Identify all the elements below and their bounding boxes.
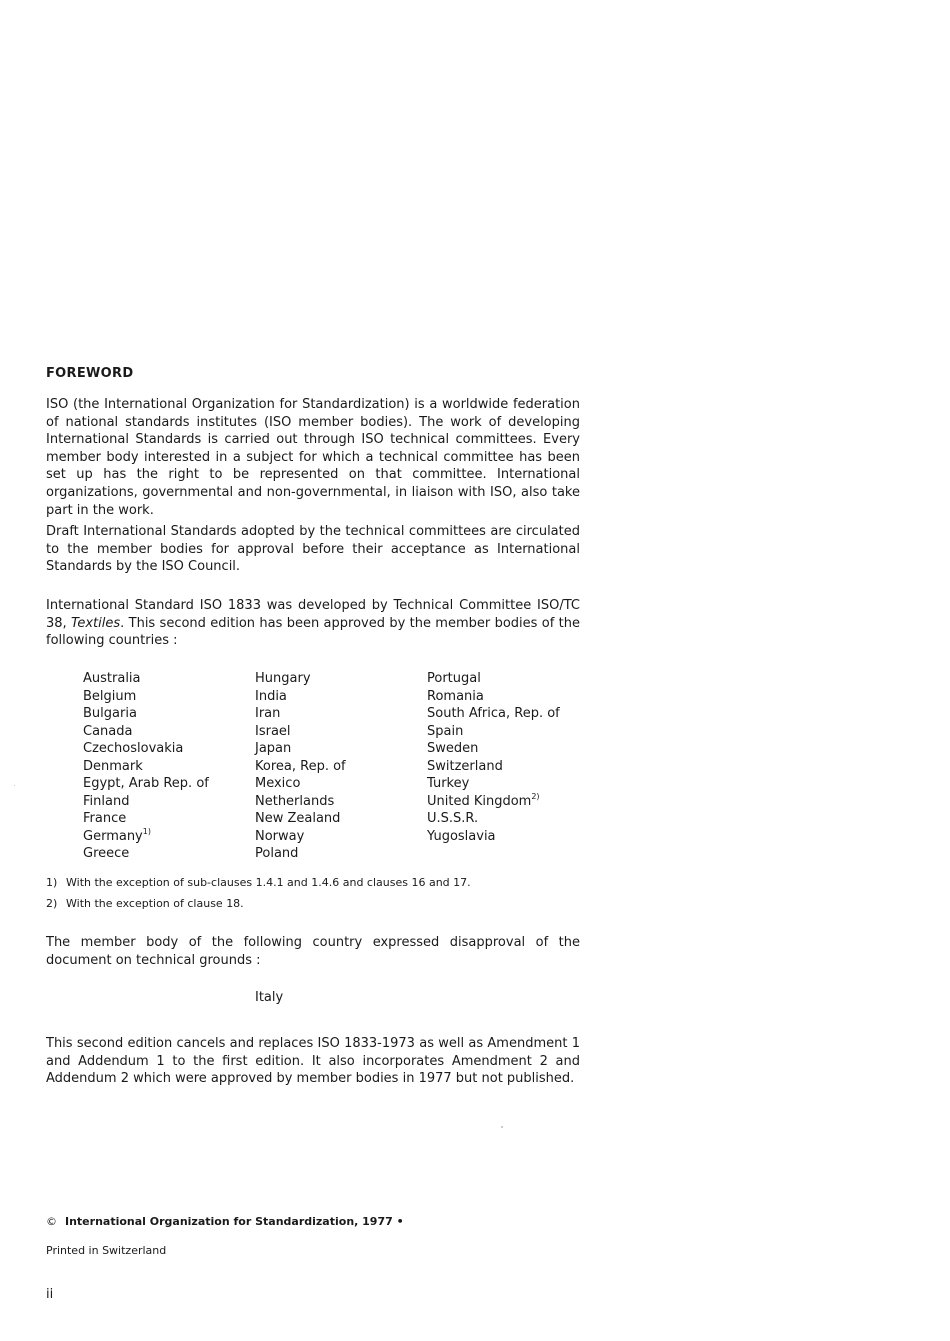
country-item: Poland <box>255 846 299 861</box>
page-number: ii <box>46 1287 54 1302</box>
country-item: South Africa, Rep. of <box>427 706 560 721</box>
footnote-1 <box>46 876 471 890</box>
foreword-paragraph-draft-standards: Draft International Standards adopted by the technical committees are circulated to the member bodies for approval before their acceptance as International Standards by the ISO Council. <box>46 524 580 575</box>
footnote-number: 1) <box>46 876 58 889</box>
country-item: U.S.S.R. <box>427 811 479 826</box>
country-item: Japan <box>255 741 292 756</box>
countries-column-2 <box>255 670 346 863</box>
country-item: Bulgaria <box>83 706 137 721</box>
disapproving-country: Italy <box>255 990 284 1005</box>
country-item: Yugoslavia <box>427 828 496 844</box>
copyright-symbol: © <box>46 1215 57 1228</box>
country-item: Greece <box>83 846 130 861</box>
development-text-start: International Standard ISO 1833 was developed by Technical Committee ISO/TC 38, <box>46 598 580 631</box>
country-item: Netherlands <box>255 793 335 809</box>
country-item: Turkey <box>427 776 470 791</box>
country-item: Canada <box>83 723 133 739</box>
country-item: Denmark <box>83 758 143 774</box>
country-item: Sweden <box>427 741 479 756</box>
country-item: Hungary <box>255 671 311 686</box>
country-item: Mexico <box>255 776 301 791</box>
foreword-paragraph-development <box>46 597 580 650</box>
countries-column-1 <box>83 670 209 863</box>
country-item: India <box>255 688 287 704</box>
country-item: Romania <box>427 688 484 704</box>
countries-column-3 <box>427 670 560 845</box>
country-item: Switzerland <box>427 758 503 774</box>
scan-speck <box>501 1126 503 1128</box>
footnote-2 <box>46 897 244 911</box>
country-item-united-kingdom <box>427 793 560 811</box>
copyright-text: International Organization for Standardization, 1977 • <box>65 1215 404 1228</box>
footnote-number: 2) <box>46 897 58 910</box>
country-item: Czechoslovakia <box>83 741 184 756</box>
country-item: Iran <box>255 706 281 721</box>
foreword-paragraph-iso-intro: ISO (the International Organization for Standardization) is a worldwide federation of national standards institutes (ISO member bodies). The work of developing International Standards is carried out through ISO technical committees. Every member body interested in a subject for which a technical committee has been set up has the right to be represented on that committee. International organizations, governmental and non-governmental, in liaison with ISO, also take part in the work. <box>46 397 580 518</box>
footnote-text: With the exception of clause 18. <box>66 897 244 910</box>
printed-in-notice: Printed in Switzerland <box>46 1244 167 1257</box>
copyright-line <box>46 1215 404 1228</box>
country-item: New Zealand <box>255 811 341 826</box>
country-item: Israel <box>255 723 291 739</box>
country-item: Belgium <box>83 688 137 704</box>
foreword-paragraph-disapproval: The member body of the following country expressed disapproval of the document on technical grounds : <box>46 935 580 968</box>
country-item: Portugal <box>427 671 481 686</box>
country-name: United Kingdom <box>427 793 532 809</box>
committee-title: Textiles <box>71 615 121 631</box>
country-item: Finland <box>83 793 130 809</box>
country-item: Spain <box>427 723 464 739</box>
country-name: Germany <box>83 828 143 844</box>
footnote-mark: 1) <box>142 826 151 836</box>
footnote-mark: 2) <box>531 791 540 801</box>
country-item: France <box>83 811 127 826</box>
country-item-germany <box>83 828 209 846</box>
country-item: Egypt, Arab Rep. of <box>83 776 209 791</box>
scan-speck <box>14 785 15 786</box>
country-item: Australia <box>83 671 141 686</box>
country-item: Korea, Rep. of <box>255 758 346 774</box>
foreword-paragraph-edition-notes: This second edition cancels and replaces ISO 1833-1973 as well as Amendment 1 and Addendum 1 to the first edition. It also incorporates Amendment 2 and Addendum 2 which were approved by member bodies in 1977 but not published. <box>46 1036 580 1087</box>
foreword-heading: FOREWORD <box>46 366 134 381</box>
country-item: Norway <box>255 828 305 844</box>
footnote-text: With the exception of sub-clauses 1.4.1 and 1.4.6 and clauses 16 and 17. <box>66 876 471 889</box>
development-text-end: . This second edition has been approved by the member bodies of the following countries : <box>46 615 580 649</box>
